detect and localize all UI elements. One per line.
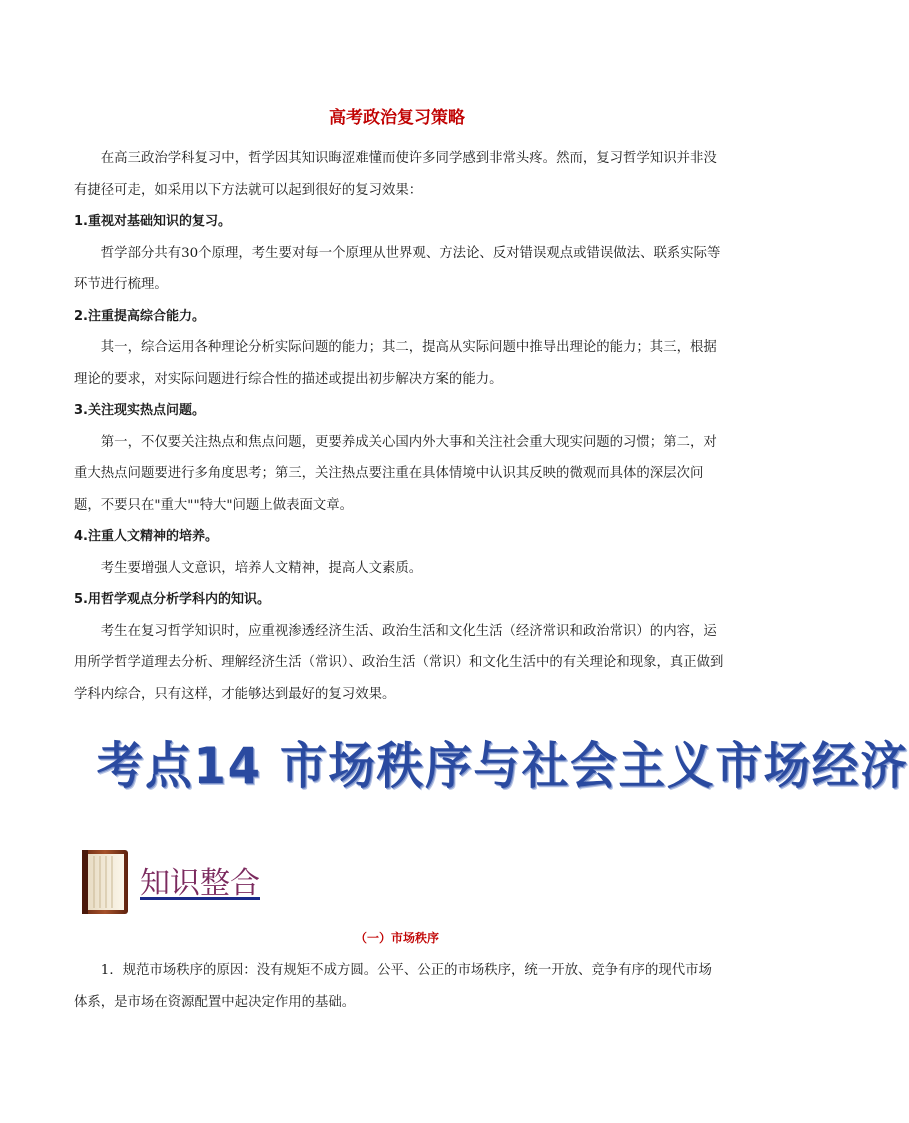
- subsection-heading: （一）市场秩序: [354, 931, 439, 945]
- strategy-body: [74, 143, 724, 710]
- knowledge-item-1: 1．规范市场秩序的原因：没有规矩不成方圆。公平、公正的市场秩序，统一开放、竞争有序的现代市场体系，是市场在资源配置中起决定作用的基础。: [74, 963, 712, 1010]
- section-heading-2: 2.注重提高综合能力。: [74, 308, 205, 324]
- page-title: 高考政治复习策略: [329, 108, 465, 128]
- section-heading-4: 4.注重人文精神的培养。: [74, 529, 218, 544]
- knowledge-section-header: [80, 842, 280, 922]
- intro-paragraph: 在高三政治学科复习中，哲学因其知识晦涩难懂而使许多同学感到非常头疼。然而，复习哲学知识并非没有捷径可走，如采用以下方法就可以起到很好的复习效果：: [74, 151, 717, 198]
- section-heading-3: 3.关注现实热点问题。: [74, 403, 205, 418]
- section-body-4: 考生要增强人文意识，培养人文精神，提高人文素质。: [100, 560, 423, 576]
- knowledge-section-title: 知识整合: [140, 866, 260, 901]
- section-body-1: 哲学部分共有30个原理，考生要对每一个原理从世界观、方法论、反对错误观点或错误做法、联系实际等环节进行梳理。: [74, 245, 721, 292]
- section-body-3: 第一，不仅要关注热点和焦点问题，更要养成关心国内外大事和关注社会重大现实问题的习惯；第二，对重大热点问题要进行多角度思考；第三，关注热点要注重在具体情境中认识其反映的微观而具体的深层次问题，不要只在"重大""特大"问题上做表面文章。: [74, 434, 717, 513]
- section-body-2: 其一，综合运用各种理论分析实际问题的能力；其二，提高从实际问题中推导出理论的能力；其三，根据理论的要求，对实际问题进行综合性的描述或提出初步解决方案的能力。: [74, 340, 717, 387]
- section-body-5: 考生在复习哲学知识时，应重视渗透经济生活、政治生活和文化生活（经济常识和政治常识）的内容，运用所学哲学道理去分析、理解经济生活（常识）、政治生活（常识）和文化生活中的有关理论和现象，真正做到学科内综合，只有这样，才能够达到最好的复习效果。: [74, 623, 724, 702]
- book-icon: [80, 846, 132, 918]
- knowledge-body: [74, 955, 724, 1018]
- topic-banner: 考点14 市场秩序与社会主义市场经济: [96, 737, 909, 795]
- section-heading-5: 5.用哲学观点分析学科内的知识。: [74, 592, 270, 607]
- section-heading-1: 1.重视对基础知识的复习。: [74, 214, 231, 229]
